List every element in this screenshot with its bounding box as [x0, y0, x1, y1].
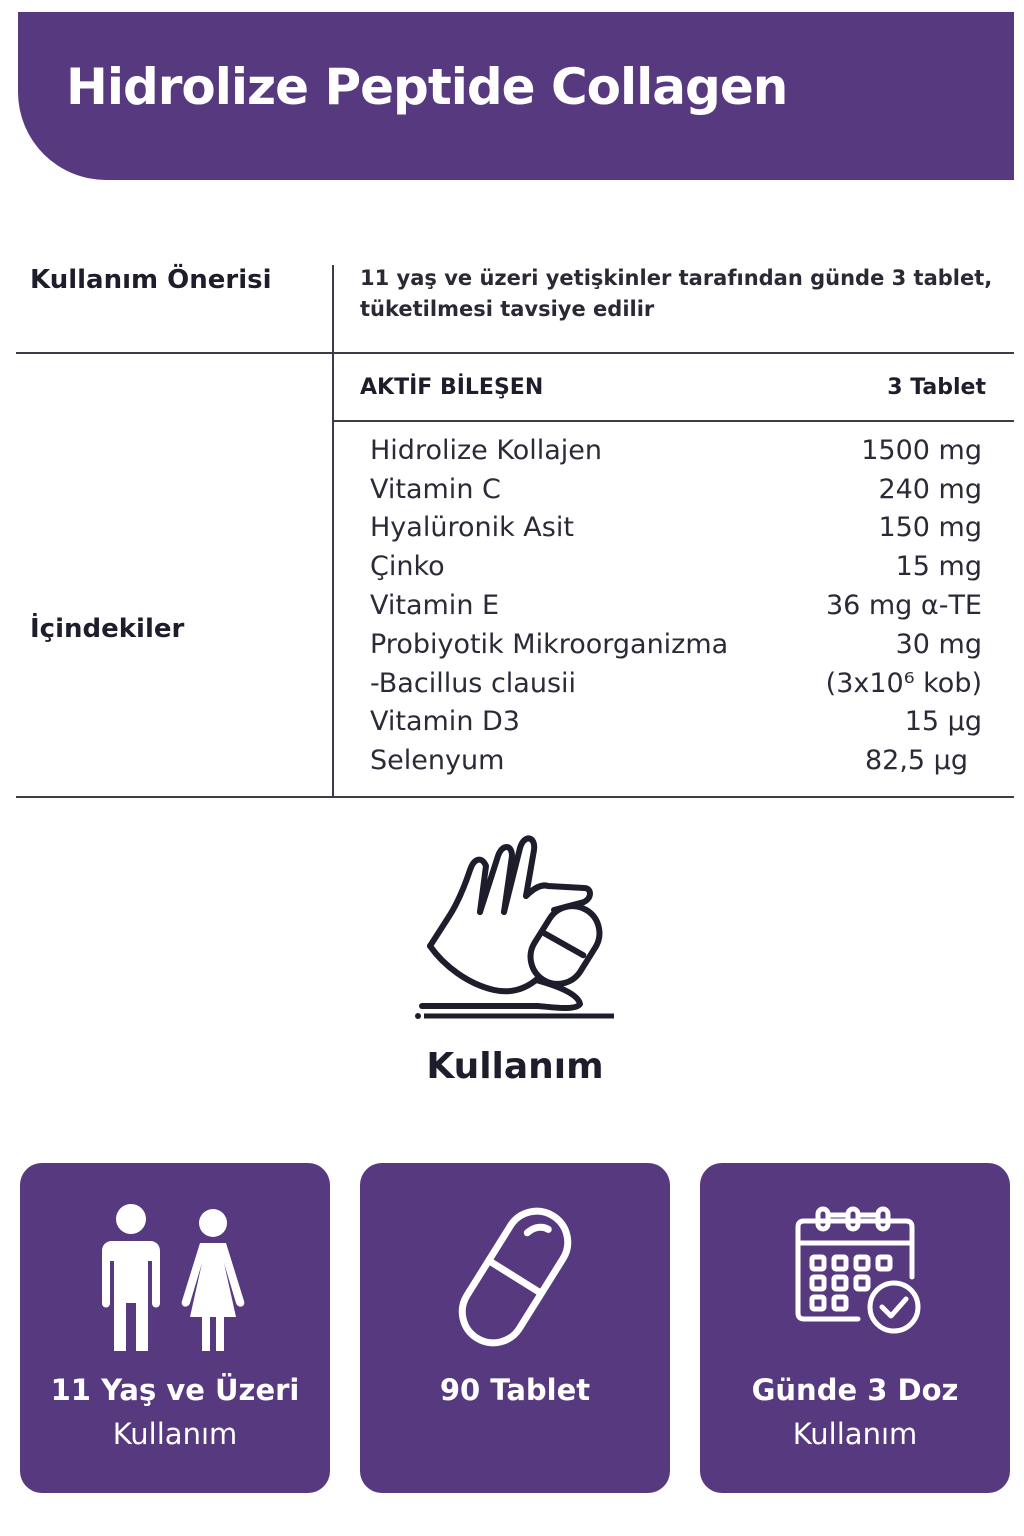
- table-divider-vertical: [332, 265, 334, 798]
- column-dose: 3 Tablet: [887, 375, 986, 400]
- ingredient-amount: 240 mg: [878, 473, 982, 505]
- people-icon: [20, 1193, 330, 1353]
- ingredient-row: [370, 741, 982, 780]
- card-age-subtitle: Kullanım: [112, 1417, 238, 1451]
- column-active-ingredient: AKTİF BİLEŞEN: [360, 375, 544, 400]
- card-age-title: 11 Yaş ve Üzeri: [50, 1373, 300, 1407]
- ingredient-row: [370, 509, 982, 548]
- usage-text-line-2: tüketilmesi tavsiye edilir: [360, 297, 655, 321]
- table-rule-1: [16, 352, 1014, 354]
- ingredient-amount: 30 mg: [895, 628, 982, 660]
- ingredient-name: Hyalüronik Asit: [370, 512, 574, 544]
- card-dose-subtitle: Kullanım: [792, 1417, 918, 1451]
- ingredient-row: [370, 703, 982, 742]
- ingredient-amount: 36 mg α-TE: [825, 590, 982, 622]
- card-dose-title: Günde 3 Doz: [751, 1373, 959, 1407]
- header-banner: [18, 12, 1014, 180]
- ingredient-name: Selenyum: [370, 745, 505, 777]
- ingredient-name: Hidrolize Kollajen: [370, 434, 602, 466]
- ingredient-amount: 1500 mg: [861, 434, 982, 466]
- usage-recommendation-label: Kullanım Önerisi: [30, 265, 272, 295]
- usage-recommendation-text: [360, 263, 1000, 325]
- ingredient-amount: 82,5 µg: [864, 745, 968, 777]
- ingredient-amount: (3x10⁶ kob): [825, 667, 982, 699]
- ingredients-label: İçindekiler: [30, 614, 185, 644]
- ingredient-name: Çinko: [370, 551, 445, 583]
- ingredient-list: [370, 431, 982, 780]
- ingredient-name: Vitamin D3: [370, 706, 520, 738]
- table-rule-header: [334, 420, 1014, 422]
- card-tablet-title: 90 Tablet: [439, 1373, 591, 1407]
- card-tablet-count: [360, 1163, 670, 1493]
- capsule-icon: [360, 1193, 670, 1353]
- card-age: [20, 1163, 330, 1493]
- table-rule-bottom: [16, 796, 1014, 798]
- ingredient-row: [370, 664, 982, 703]
- card-daily-dose: [700, 1163, 1010, 1493]
- ingredient-row: [370, 470, 982, 509]
- usage-text-line-1: 11 yaş ve üzeri yetişkinler tarafından günde 3 tablet,: [360, 266, 993, 290]
- ingredient-row: [370, 625, 982, 664]
- ingredient-row: [370, 431, 982, 470]
- page-title: Hidrolize Peptide Collagen: [66, 58, 788, 116]
- ingredient-amount: 150 mg: [878, 512, 982, 544]
- hand-holding-pill-icon: [408, 826, 622, 1026]
- ingredient-name: Vitamin E: [370, 590, 500, 622]
- ingredient-name: -Bacillus clausii: [370, 667, 577, 699]
- ingredient-row: [370, 547, 982, 586]
- ingredient-name: Vitamin C: [370, 473, 501, 505]
- calendar-check-icon: [700, 1193, 1010, 1353]
- ingredient-amount: 15 mg: [895, 551, 982, 583]
- usage-caption: Kullanım: [426, 1046, 604, 1087]
- ingredient-row: [370, 586, 982, 625]
- ingredient-name: Probiyotik Mikroorganizma: [370, 628, 729, 660]
- ingredient-amount: 15 µg: [904, 706, 982, 738]
